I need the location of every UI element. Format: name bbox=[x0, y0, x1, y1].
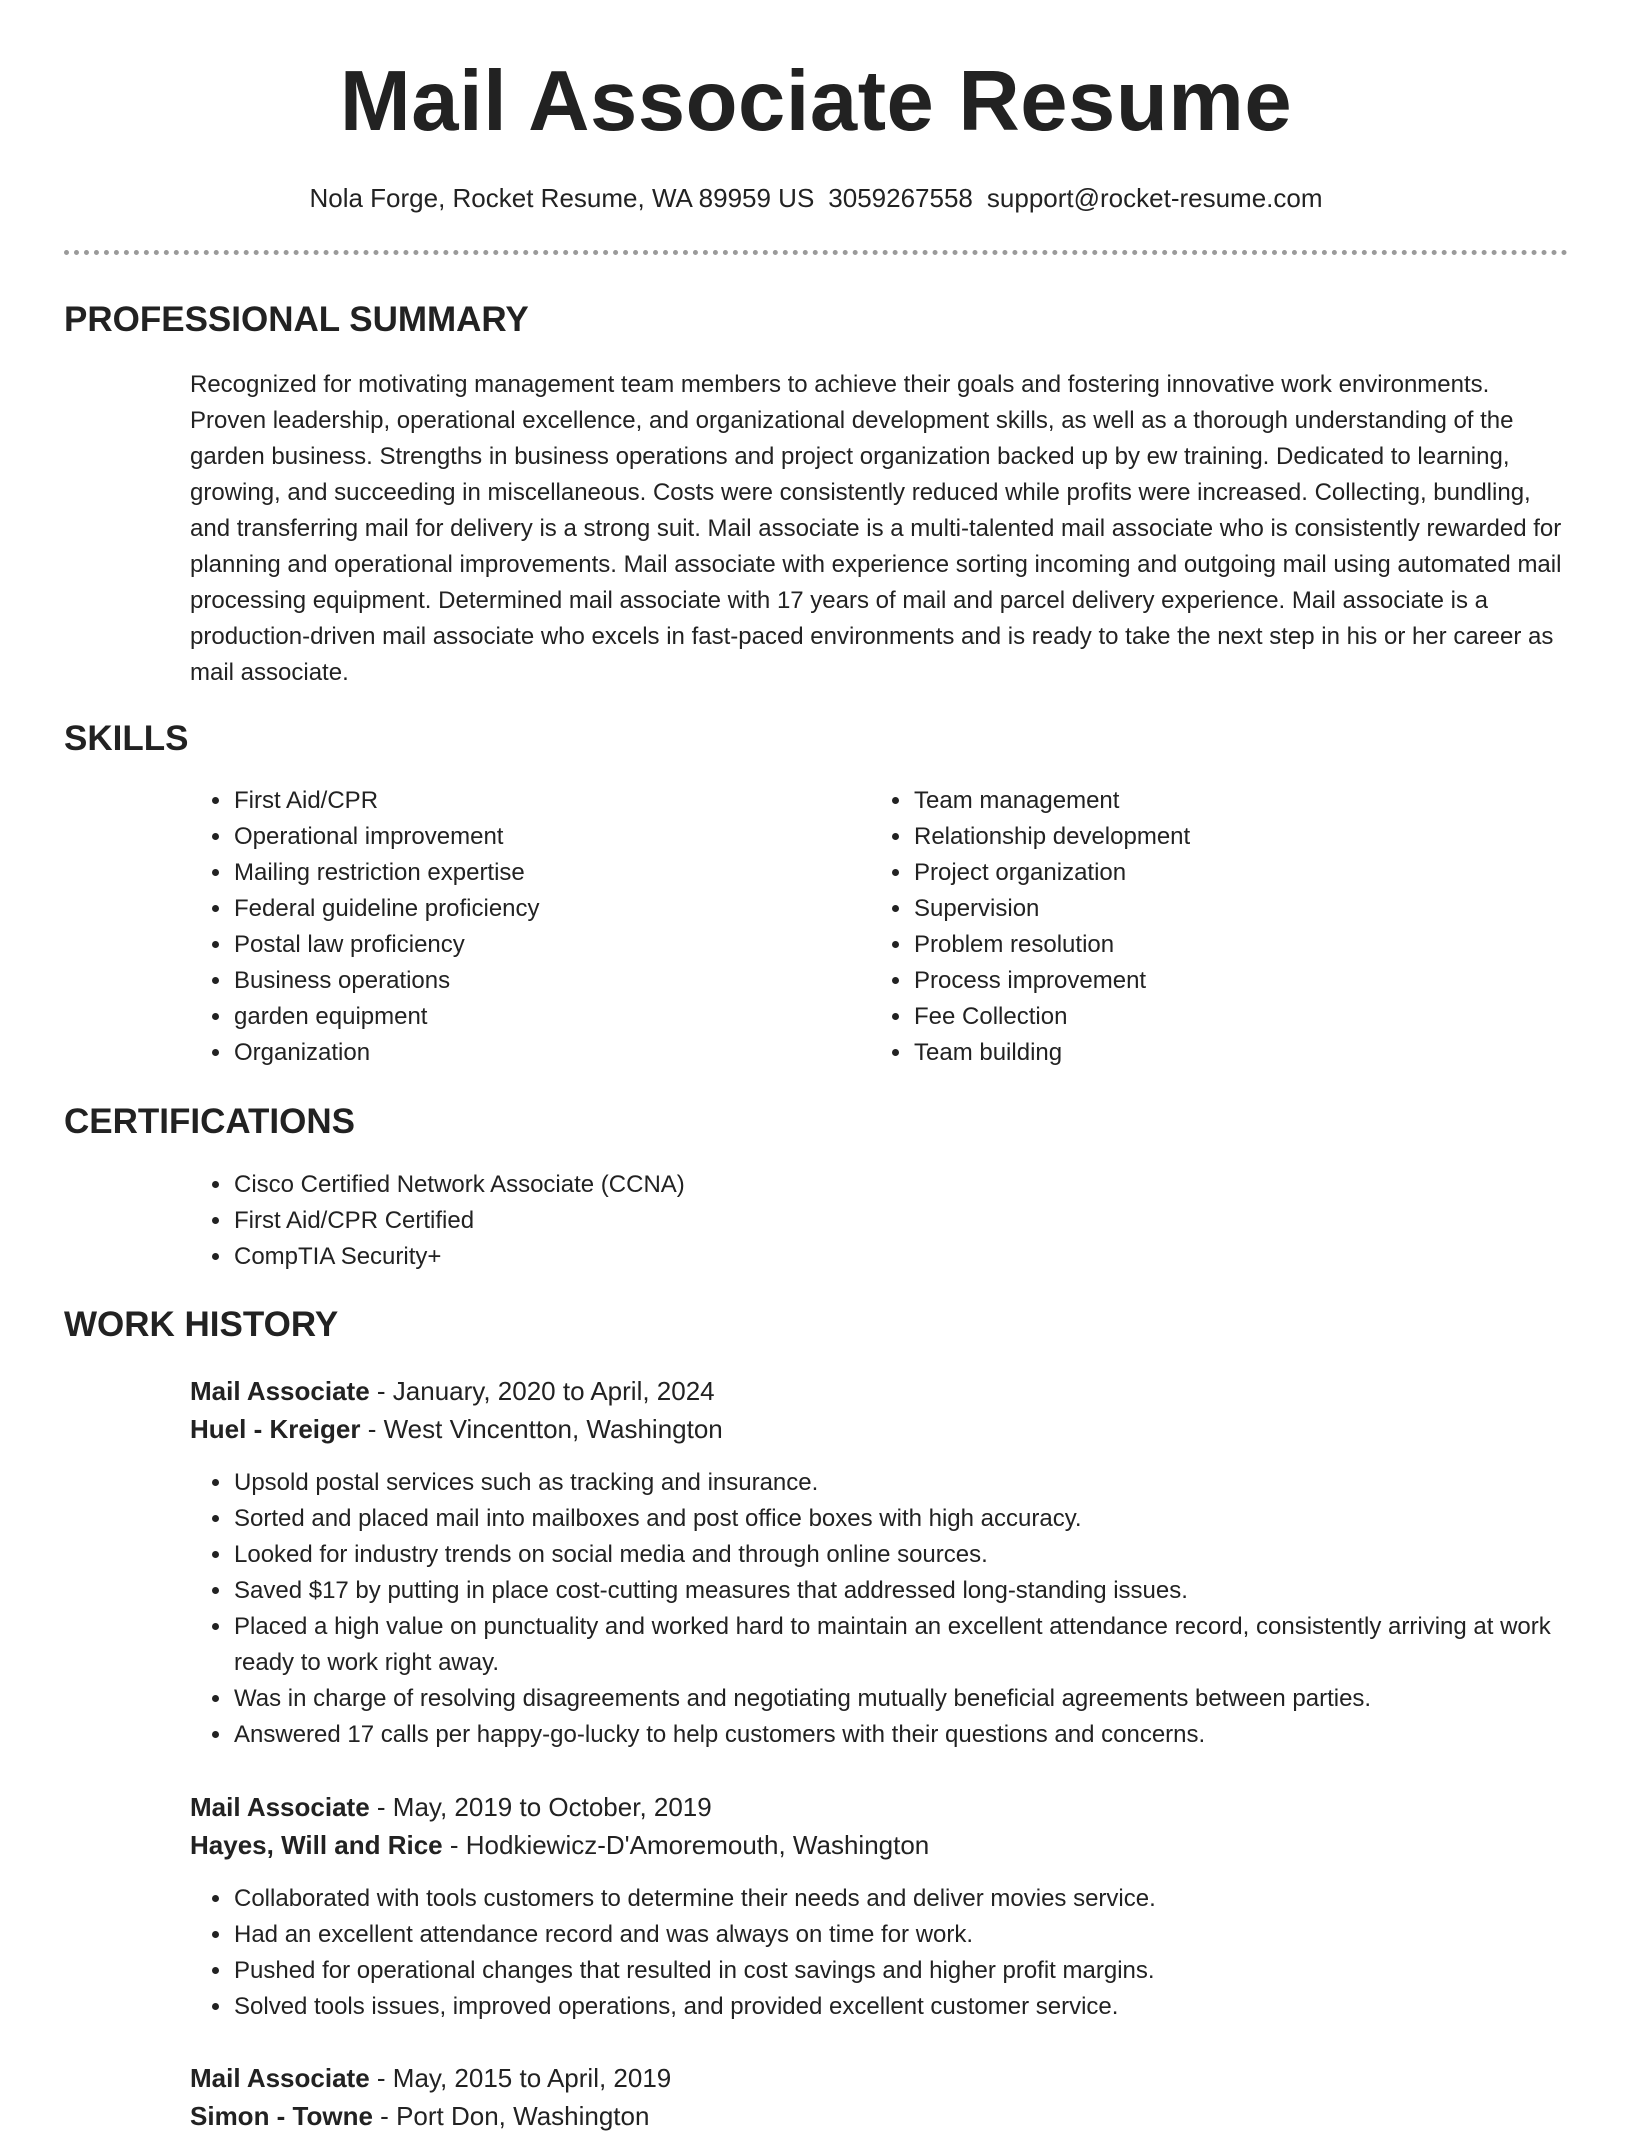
job-title: Mail Associate bbox=[190, 2063, 370, 2093]
job-bullet: • Solved tools issues, improved operations, and provided excellent customer service. bbox=[233, 1989, 1613, 2025]
skills-list-right bbox=[870, 783, 1513, 1071]
skill-item: • First Aid/CPR bbox=[233, 783, 833, 819]
job-company: Simon - Towne bbox=[190, 2101, 373, 2131]
job-location: Hodkiewicz-D'Amoremouth, Washington bbox=[465, 1830, 930, 1860]
certification-item: • First Aid/CPR Certified bbox=[233, 1203, 1533, 1239]
job-company-line: Hayes, Will and Rice - Hodkiewicz-D'Amoremouth, Washington bbox=[190, 1830, 930, 1860]
work-history-heading: WORK HISTORY bbox=[64, 1305, 339, 1344]
job-location: West Vincentton, Washington bbox=[383, 1414, 723, 1444]
job-title-line: Mail Associate - January, 2020 to April, 2024 bbox=[190, 1376, 715, 1406]
job-title-line: Mail Associate - May, 2015 to April, 2019 bbox=[190, 2063, 672, 2093]
certification-item: • Cisco Certified Network Associate (CCNA) bbox=[233, 1167, 1533, 1203]
job-company-line: Huel - Kreiger - West Vincentton, Washington bbox=[190, 1414, 723, 1444]
job-bullets bbox=[190, 1881, 1613, 2025]
skill-item: • Project organization bbox=[913, 855, 1513, 891]
job-location: Port Don, Washington bbox=[396, 2101, 650, 2131]
skill-item: • garden equipment bbox=[233, 999, 833, 1035]
summary-text: Recognized for motivating management team members to achieve their goals and fostering innovative work environments. Proven leadership, operational excellence, and organizational development skills, as well as a thorough understanding of the garden business. Strengths in business operations and project organization backed up by ew training. Dedicated to learning, growing, and succeeding in miscellaneous. Costs were consistently reduced while profits were increased. Collecting, bundling, and transferring mail for delivery is a strong suit. Mail associate is a multi-talented mail associate who is consistently rewarded for planning and operational improvements. Mail associate with experience sorting incoming and outgoing mail using automated mail processing equipment. Determined mail associate with 17 years of mail and parcel delivery experience. Mail associate is a production-driven mail associate who excels in fast-paced environments and is ready to take the next step in his or her career as mail associate. bbox=[190, 371, 1562, 686]
skill-item: • Business operations bbox=[233, 963, 833, 999]
summary-heading: PROFESSIONAL SUMMARY bbox=[64, 300, 529, 339]
skill-item: • Supervision bbox=[913, 891, 1513, 927]
skill-item: • Postal law proficiency bbox=[233, 927, 833, 963]
skill-item: • Operational improvement bbox=[233, 819, 833, 855]
contact-address: Nola Forge, Rocket Resume, WA 89959 US bbox=[309, 183, 815, 213]
header-divider bbox=[64, 250, 1568, 255]
job-bullet: • Collaborated with tools customers to determine their needs and deliver movies service. bbox=[233, 1881, 1613, 1917]
skill-item: • Process improvement bbox=[913, 963, 1513, 999]
job-company-line: Simon - Towne - Port Don, Washington bbox=[190, 2101, 650, 2131]
job-title-line: Mail Associate - May, 2019 to October, 2019 bbox=[190, 1792, 712, 1822]
skill-item: • Problem resolution bbox=[913, 927, 1513, 963]
certifications-list bbox=[190, 1167, 1533, 1275]
contact-email: support@rocket-resume.com bbox=[986, 183, 1323, 213]
skill-item: • Team management bbox=[913, 783, 1513, 819]
job-bullet: • Placed a high value on punctuality and worked hard to maintain an excellent attendance record, consistently arriving at work ready to work right away. bbox=[233, 1609, 1613, 1681]
skill-item: • Organization bbox=[233, 1035, 833, 1071]
contact-phone: 3059267558 bbox=[828, 183, 973, 213]
job-bullet: • Pushed for operational changes that resulted in cost savings and higher profit margins. bbox=[233, 1953, 1613, 1989]
job-title: Mail Associate bbox=[190, 1376, 370, 1406]
job-dates: May, 2019 to October, 2019 bbox=[392, 1792, 712, 1822]
job-bullet: • Was in charge of resolving disagreements and negotiating mutually beneficial agreements between parties. bbox=[233, 1681, 1613, 1717]
certifications-heading: CERTIFICATIONS bbox=[64, 1102, 356, 1141]
job-company: Hayes, Will and Rice bbox=[190, 1830, 443, 1860]
job-dates: May, 2015 to April, 2019 bbox=[392, 2063, 672, 2093]
certification-item: • CompTIA Security+ bbox=[233, 1239, 1533, 1275]
skill-item: • Team building bbox=[913, 1035, 1513, 1071]
job-bullet: • Saved $17 by putting in place cost-cutting measures that addressed long-standing issues. bbox=[233, 1573, 1613, 1609]
job-bullet: • Looked for industry trends on social media and through online sources. bbox=[233, 1537, 1613, 1573]
job-bullets bbox=[190, 1465, 1613, 1753]
job-bullet: • Answered 17 calls per happy-go-lucky to help customers with their questions and concerns. bbox=[233, 1717, 1613, 1753]
job-bullet: • Had an excellent attendance record and was always on time for work. bbox=[233, 1917, 1613, 1953]
job-bullet: • Upsold postal services such as tracking and insurance. bbox=[233, 1465, 1613, 1501]
skill-item: • Relationship development bbox=[913, 819, 1513, 855]
job-bullet: • Sorted and placed mail into mailboxes and post office boxes with high accuracy. bbox=[233, 1501, 1613, 1537]
skill-item: • Federal guideline proficiency bbox=[233, 891, 833, 927]
skill-item: • Mailing restriction expertise bbox=[233, 855, 833, 891]
skills-heading: SKILLS bbox=[64, 719, 189, 758]
page-title: Mail Associate Resume bbox=[339, 54, 1293, 149]
skill-item: • Fee Collection bbox=[913, 999, 1513, 1035]
job-company: Huel - Kreiger bbox=[190, 1414, 361, 1444]
job-title: Mail Associate bbox=[190, 1792, 370, 1822]
skills-list-left bbox=[190, 783, 833, 1071]
job-dates: January, 2020 to April, 2024 bbox=[392, 1376, 715, 1406]
contact-line bbox=[0, 180, 1632, 216]
